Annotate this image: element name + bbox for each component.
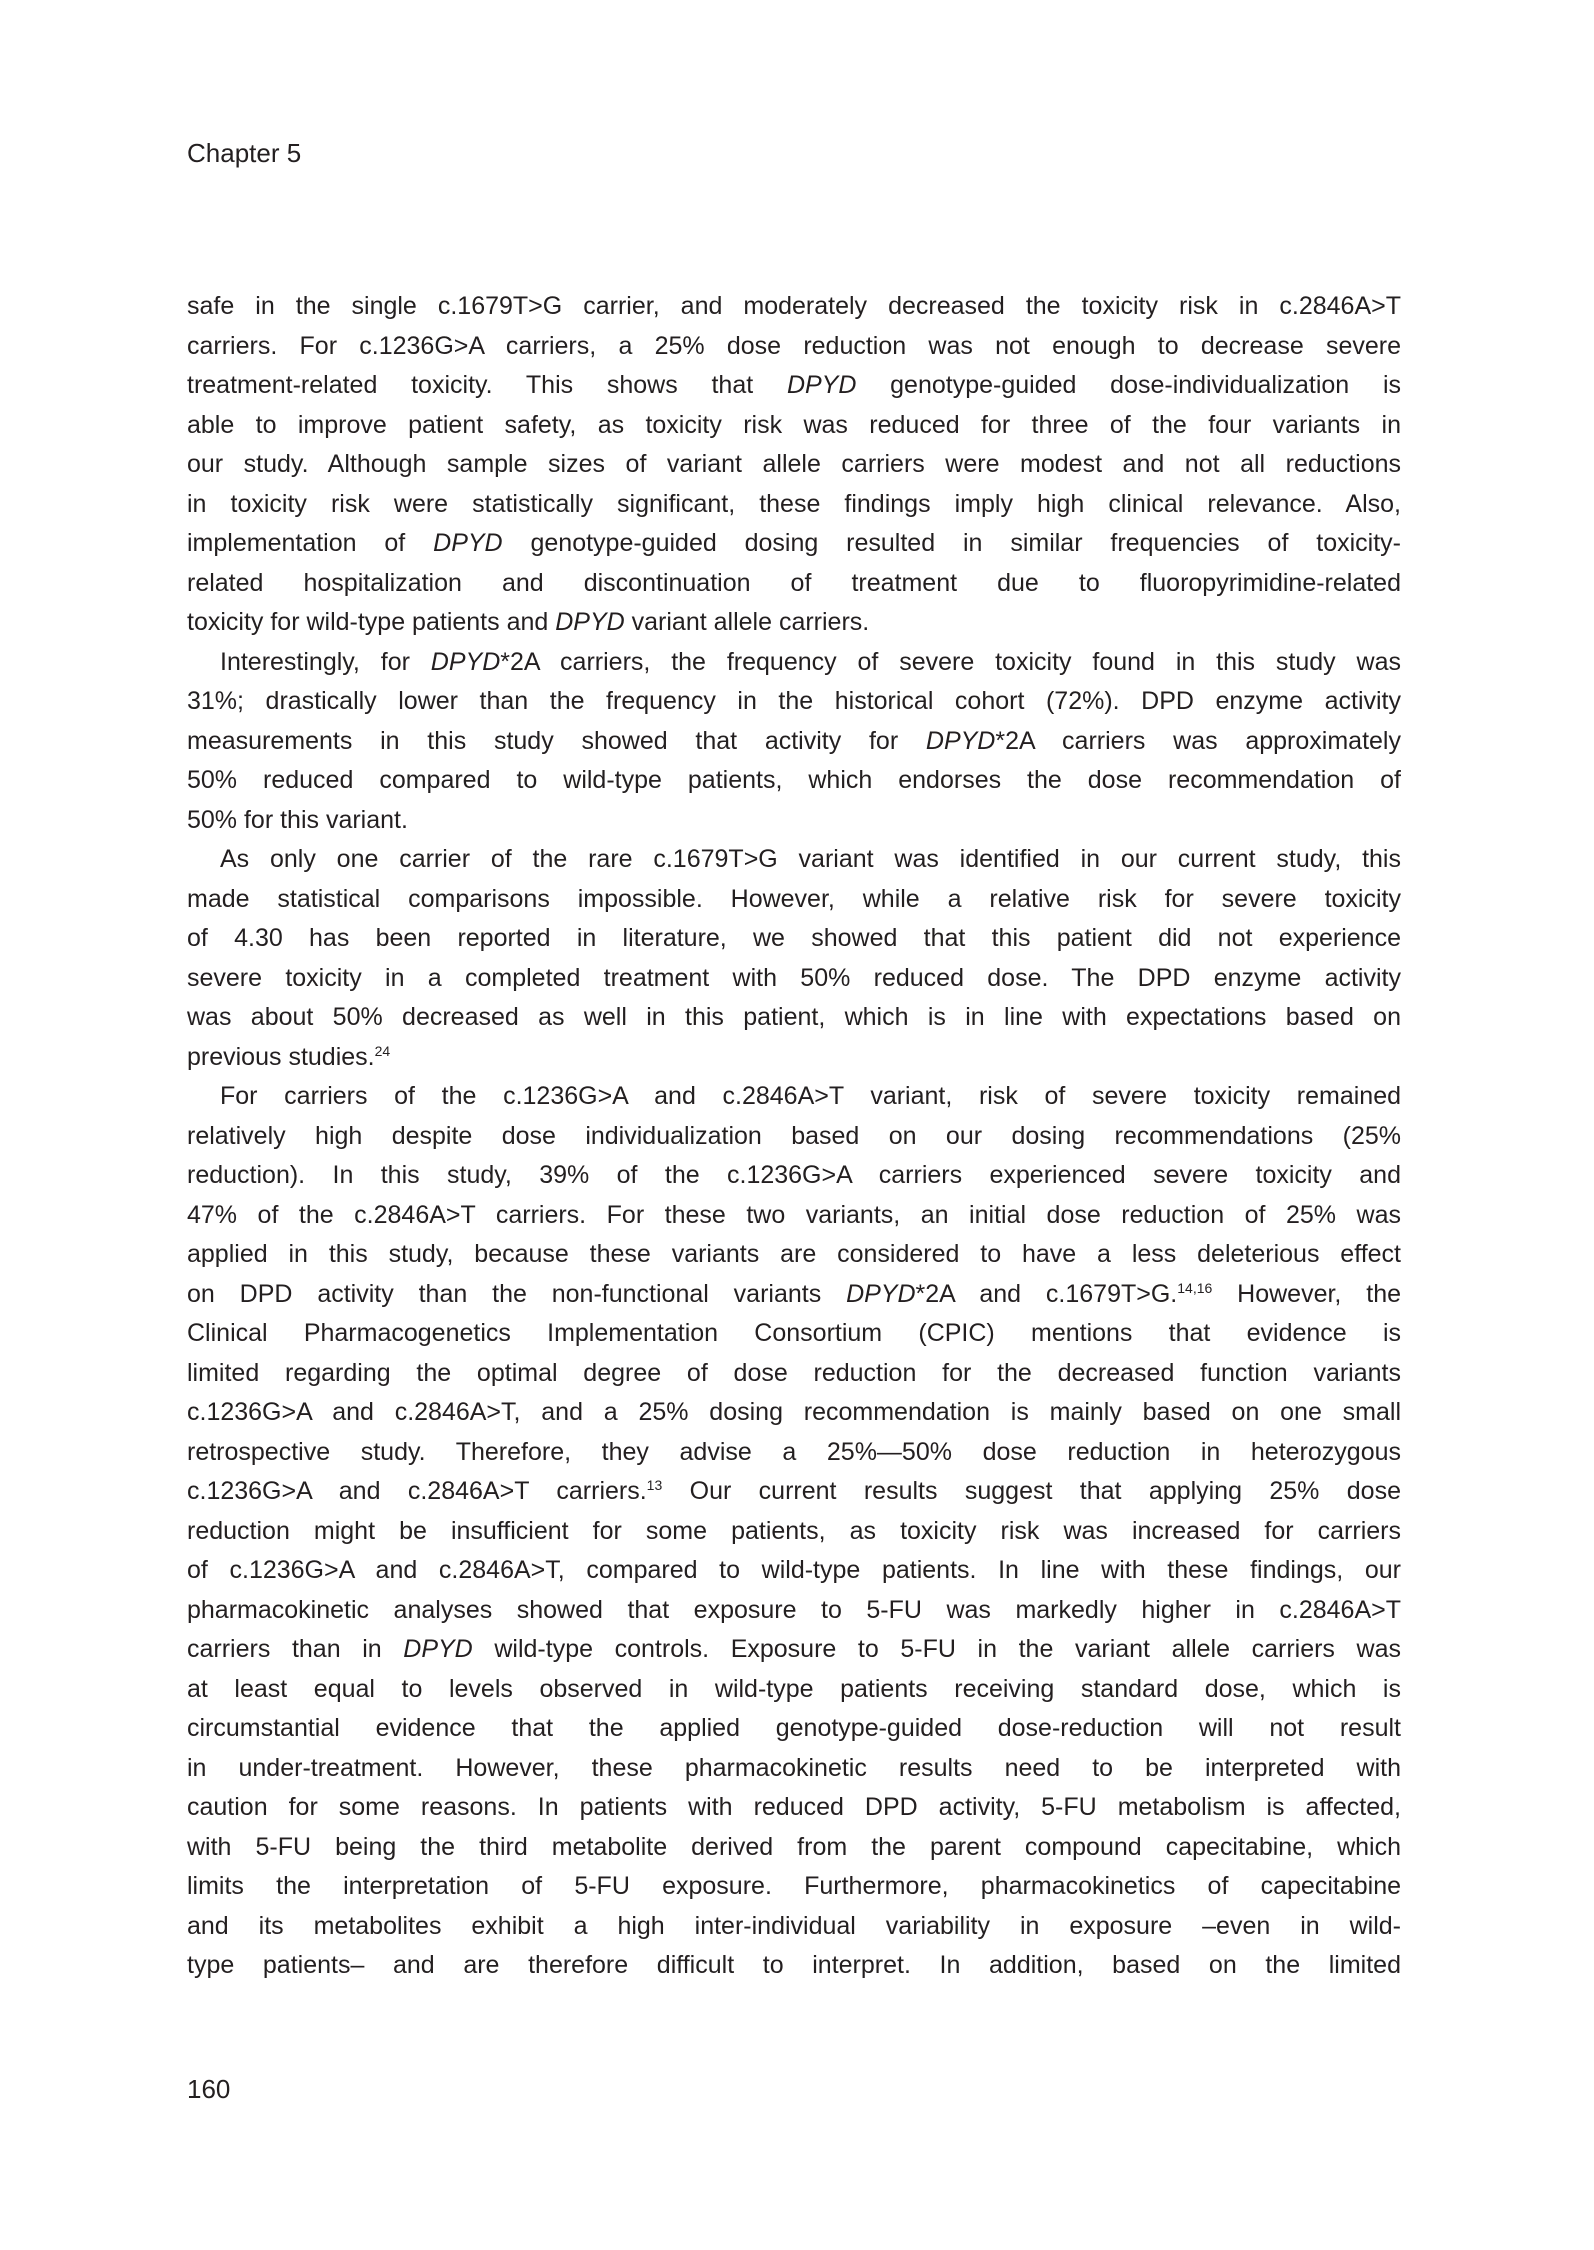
text-segment: circumstantial evidence that the applied genotype-guided dose-reduction will not result — [187, 1714, 1401, 1742]
text-segment: implementation of — [187, 529, 434, 557]
text-segment: in toxicity risk were statistically significant, these findings imply high clinical relevance. Also, — [187, 489, 1401, 518]
text-segment: with 5-FU being the third metabolite derived from the parent compound capecitabine, which — [187, 1832, 1401, 1861]
page-number: 160 — [187, 2074, 231, 2104]
text-line — [187, 1670, 1401, 1710]
text-segment: on DPD activity than the non-functional variants — [187, 1279, 847, 1308]
gene-name-italic: DPYD — [925, 726, 996, 755]
text-segment: Interestingly, for — [220, 647, 431, 676]
text-line — [187, 485, 1401, 525]
text-segment: carriers than in — [187, 1635, 404, 1663]
text-line — [187, 524, 1401, 564]
text-line — [187, 722, 1401, 762]
text-line — [187, 406, 1401, 446]
text-segment: limited regarding the optimal degree of dose reduction for the decreased function variants — [187, 1358, 1401, 1387]
text-segment: previous studies. — [187, 1042, 375, 1071]
text-segment: type patients– and are therefore difficult to interpret. In addition, based on the limited — [187, 1951, 1401, 1979]
text-segment: at least equal to levels observed in wild-type patients receiving standard dose, which is — [187, 1674, 1401, 1703]
text-segment: related hospitalization and discontinuation of treatment due to fluoropyrimidine-related — [187, 568, 1401, 597]
text-line — [187, 1472, 1401, 1512]
text-line — [187, 1512, 1401, 1552]
citation-superscript: 24 — [374, 1042, 391, 1059]
gene-name-italic: DPYD — [430, 647, 501, 676]
text-segment: measurements in this study showed that activity for — [187, 726, 926, 755]
text-line — [187, 643, 1401, 683]
text-segment: genotype-guided dose-individualization is — [856, 371, 1401, 399]
text-line — [187, 1038, 1401, 1078]
text-line — [187, 1591, 1401, 1631]
text-line — [187, 801, 1401, 841]
text-line — [187, 1907, 1401, 1947]
body-text — [187, 287, 1401, 1986]
paragraph — [187, 1077, 1401, 1986]
text-segment: *2A carriers, the frequency of severe toxicity found in this study was — [500, 647, 1401, 676]
paragraph — [187, 840, 1401, 1077]
citation-superscript: 13 — [646, 1477, 663, 1493]
text-segment: limits the interpretation of 5-FU exposure. Furthermore, pharmacokinetics of capecitabine — [187, 1872, 1401, 1900]
text-line — [187, 1117, 1401, 1157]
text-segment: 50% for this variant. — [187, 805, 408, 834]
text-line — [187, 1867, 1401, 1907]
text-segment: 50% reduced compared to wild-type patients, which endorses the dose recommendation of — [187, 766, 1401, 794]
text-line — [187, 1749, 1401, 1789]
text-line — [187, 1077, 1401, 1117]
text-segment: c.1236G>A and c.2846A>T, and a 25% dosing recommendation is mainly based on one small — [187, 1398, 1401, 1426]
text-segment: For carriers of the c.1236G>A and c.2846A>T variant, risk of severe toxicity remained — [220, 1082, 1401, 1110]
text-line — [187, 959, 1401, 999]
text-segment: able to improve patient safety, as toxicity risk was reduced for three of the four variants in — [187, 410, 1401, 439]
paragraph — [187, 643, 1401, 841]
text-segment: *2A carriers was approximately — [995, 726, 1401, 755]
text-line — [187, 1630, 1401, 1670]
text-segment: carriers. For c.1236G>A carriers, a 25% dose reduction was not enough to decrease severe — [187, 331, 1401, 360]
text-line — [187, 919, 1401, 959]
text-line — [187, 1433, 1401, 1473]
text-line — [187, 761, 1401, 801]
paragraph — [187, 287, 1401, 643]
text-line — [187, 366, 1401, 406]
text-segment: c.1236G>A and c.2846A>T carriers. — [187, 1477, 647, 1505]
text-line — [187, 998, 1401, 1038]
running-head: Chapter 5 — [187, 138, 302, 168]
text-segment: pharmacokinetic analyses showed that exposure to 5-FU was markedly higher in c.2846A>T — [187, 1595, 1401, 1624]
text-segment: in under-treatment. However, these pharmacokinetic results need to be interpreted with — [187, 1753, 1401, 1782]
text-line — [187, 1196, 1401, 1236]
text-segment: treatment-related toxicity. This shows that — [187, 371, 787, 399]
text-line — [187, 1828, 1401, 1868]
text-segment: severe toxicity in a completed treatment with 50% reduced dose. The DPD enzyme activity — [187, 963, 1401, 992]
gene-name-italic: DPYD — [555, 608, 625, 636]
gene-name-italic: DPYD — [433, 529, 503, 557]
text-line — [187, 327, 1401, 367]
text-segment: However, the — [1212, 1279, 1401, 1308]
text-segment: made statistical comparisons impossible. However, while a relative risk for severe toxicity — [187, 884, 1401, 913]
text-segment: and its metabolites exhibit a high inter-individual variability in exposure –even in wild- — [187, 1911, 1401, 1940]
text-segment: caution for some reasons. In patients with reduced DPD activity, 5-FU metabolism is affected, — [187, 1793, 1401, 1821]
text-segment: genotype-guided dosing resulted in similar frequencies of toxicity- — [502, 529, 1401, 557]
text-segment: *2A and c.1679T>G. — [915, 1279, 1178, 1308]
text-line — [187, 603, 1401, 643]
gene-name-italic: DPYD — [403, 1635, 473, 1663]
text-line — [187, 880, 1401, 920]
text-line — [187, 1235, 1401, 1275]
text-line — [187, 840, 1401, 880]
text-line — [187, 1946, 1401, 1986]
text-segment: 47% of the c.2846A>T carriers. For these two variants, an initial dose reduction of 25% was — [187, 1200, 1401, 1229]
text-segment: Clinical Pharmacogenetics Implementation Consortium (CPIC) mentions that evidence is — [187, 1319, 1401, 1347]
text-segment: applied in this study, because these variants are considered to have a less deleterious effect — [187, 1240, 1401, 1268]
text-line — [187, 564, 1401, 604]
text-line — [187, 1393, 1401, 1433]
text-segment: of 4.30 has been reported in literature, we showed that this patient did not experience — [187, 924, 1401, 952]
text-line — [187, 1709, 1401, 1749]
text-segment: relatively high despite dose individualization based on our dosing recommendations (25% — [187, 1121, 1401, 1150]
text-line — [187, 682, 1401, 722]
text-segment: wild-type controls. Exposure to 5-FU in the variant allele carriers was — [472, 1635, 1401, 1663]
text-segment: As only one carrier of the rare c.1679T>G variant was identified in our current study, this — [220, 845, 1401, 873]
text-segment: reduction). In this study, 39% of the c.1236G>A carriers experienced severe toxicity and — [187, 1161, 1401, 1189]
text-segment: was about 50% decreased as well in this patient, which is in line with expectations based on — [187, 1003, 1401, 1031]
citation-superscript: 14,16 — [1177, 1279, 1213, 1296]
text-line — [187, 1788, 1401, 1828]
text-line — [187, 445, 1401, 485]
text-segment: Our current results suggest that applying 25% dose — [662, 1477, 1401, 1505]
text-line — [187, 1551, 1401, 1591]
text-segment: of c.1236G>A and c.2846A>T, compared to wild-type patients. In line with these findings, our — [187, 1556, 1401, 1584]
text-line — [187, 1156, 1401, 1196]
text-line — [187, 1275, 1401, 1315]
gene-name-italic: DPYD — [846, 1279, 916, 1308]
text-segment: reduction might be insufficient for some patients, as toxicity risk was increased for carriers — [187, 1516, 1401, 1545]
gene-name-italic: DPYD — [786, 371, 857, 399]
text-line — [187, 1314, 1401, 1354]
text-segment: safe in the single c.1679T>G carrier, and moderately decreased the toxicity risk in c.2846A>T — [187, 292, 1401, 320]
text-segment: retrospective study. Therefore, they advise a 25%—50% dose reduction in heterozygous — [187, 1437, 1401, 1466]
text-segment: variant allele carriers. — [624, 608, 870, 636]
text-segment: toxicity for wild-type patients and — [187, 608, 556, 636]
text-segment: 31%; drastically lower than the frequency in the historical cohort (72%). DPD enzyme activity — [187, 687, 1401, 715]
text-line — [187, 287, 1401, 327]
text-line — [187, 1354, 1401, 1394]
text-segment: our study. Although sample sizes of variant allele carriers were modest and not all reductions — [187, 450, 1401, 478]
